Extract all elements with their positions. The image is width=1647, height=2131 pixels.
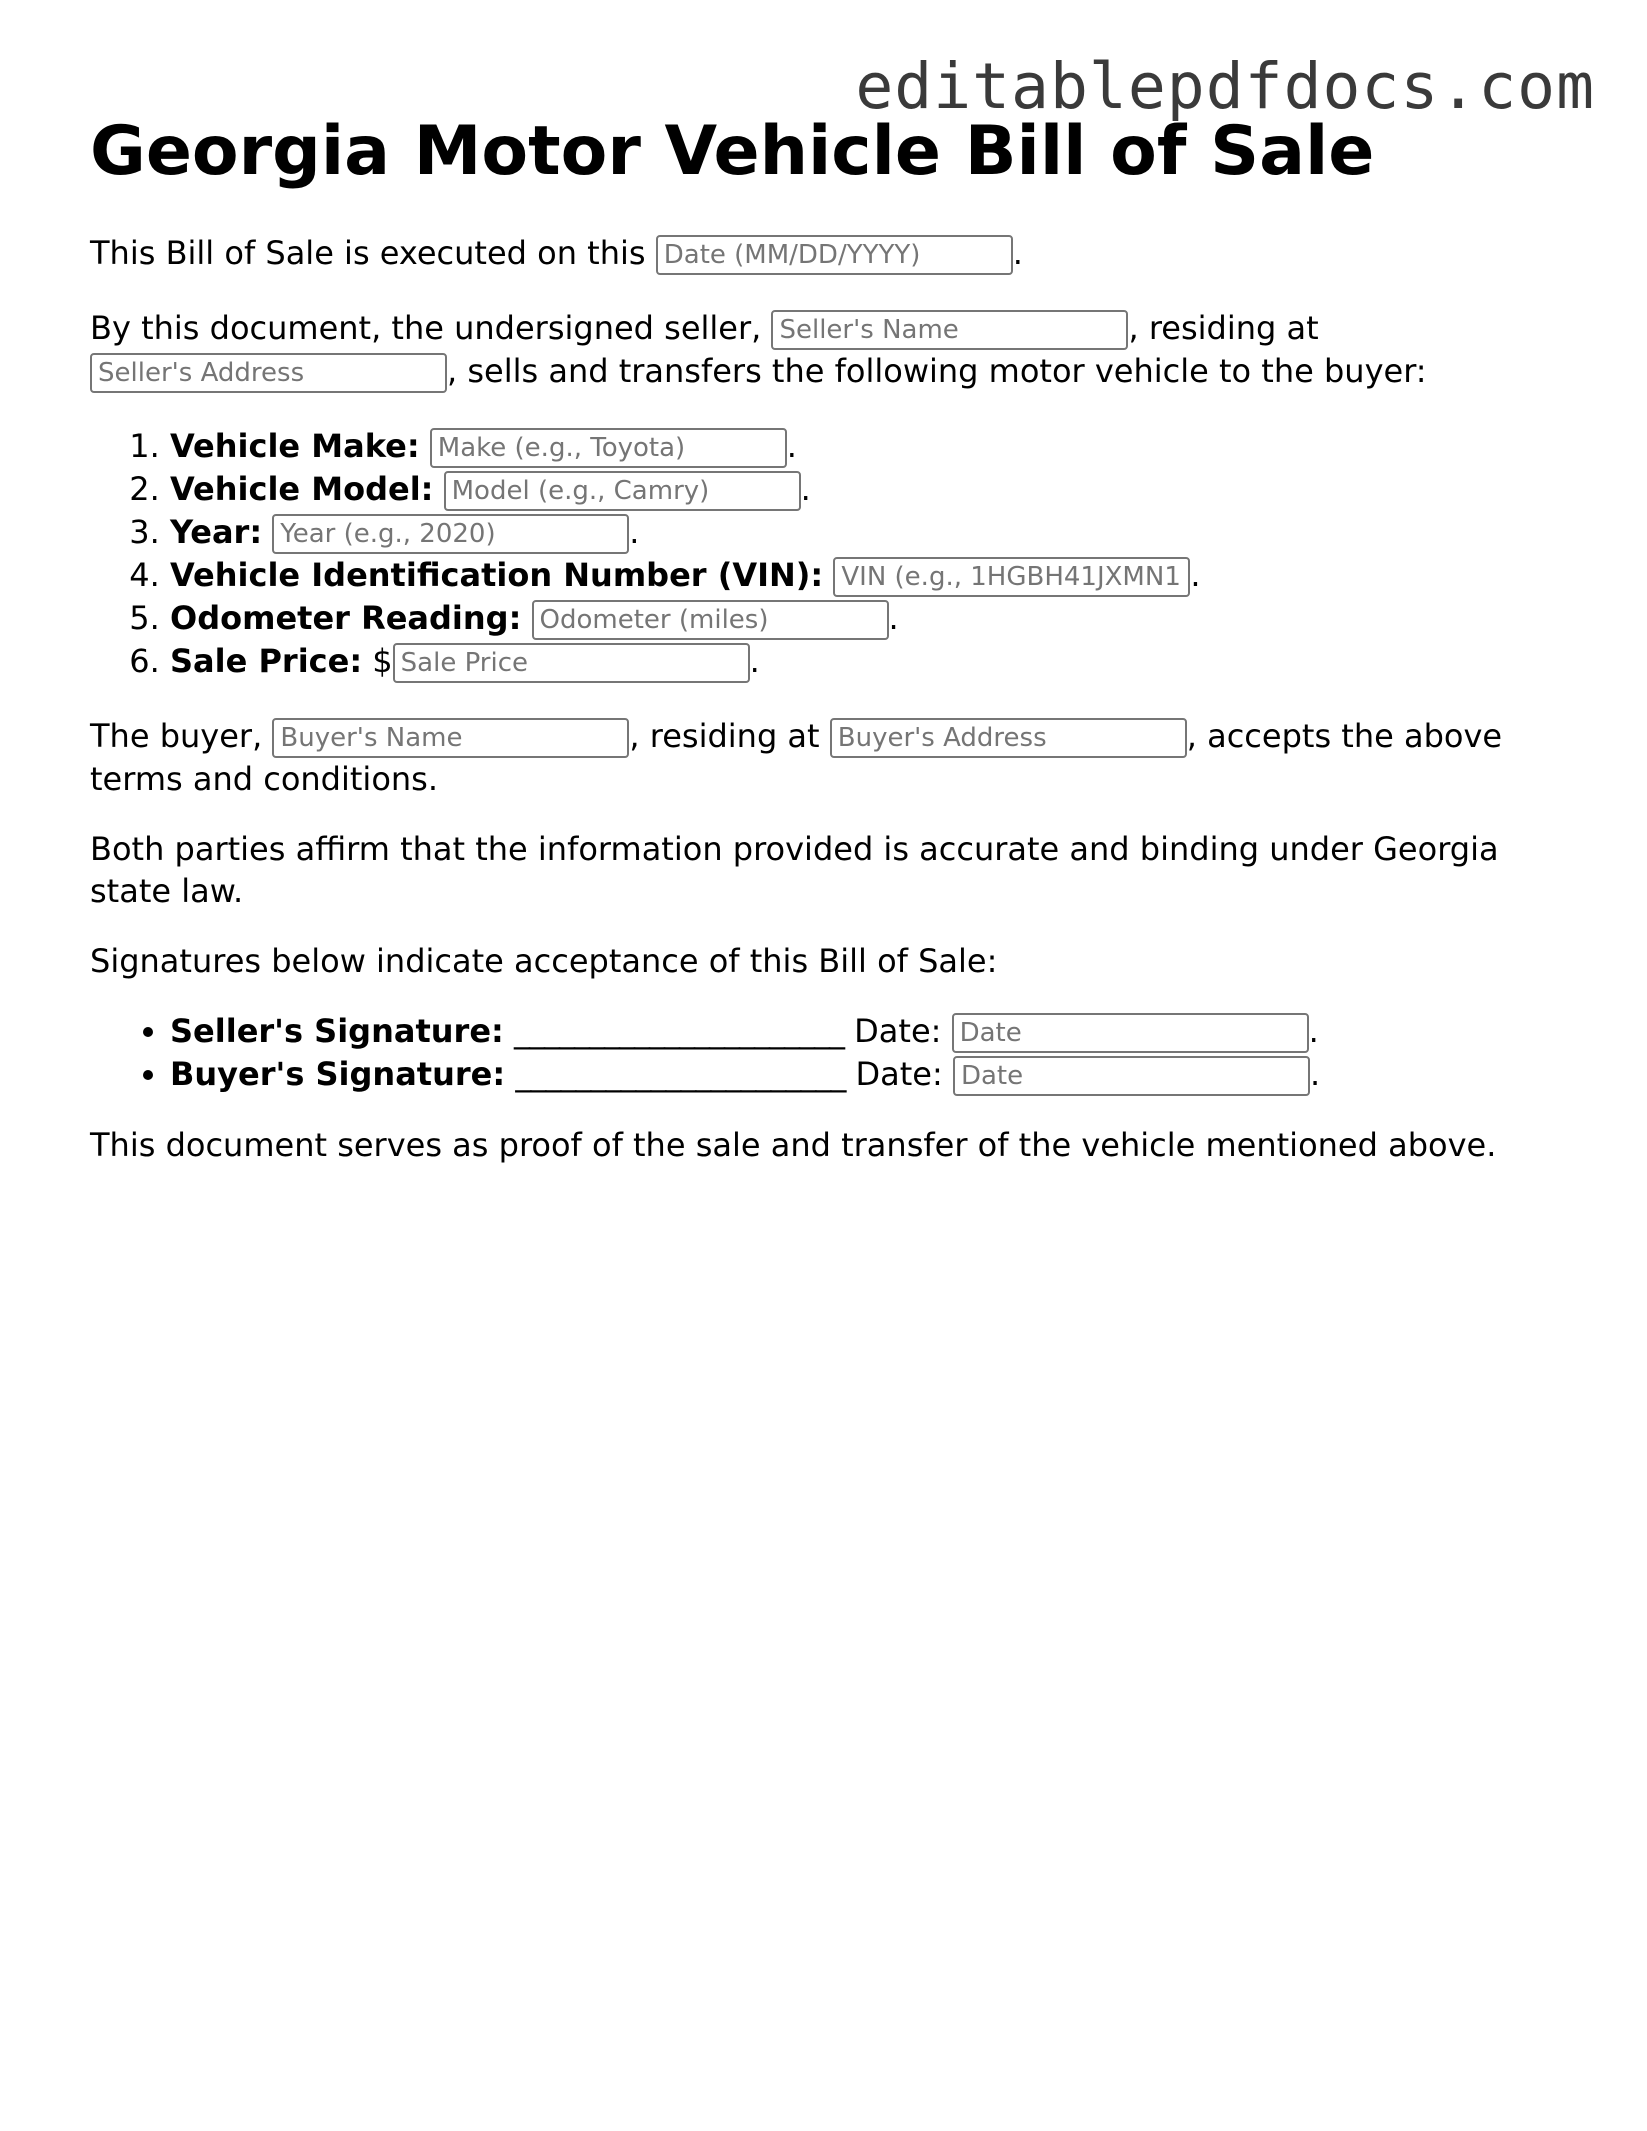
buyer-name-input[interactable] [272, 718, 629, 758]
seller-paragraph [90, 307, 1560, 393]
sale-price-input[interactable] [393, 643, 750, 683]
period: . [1309, 1055, 1321, 1093]
period: . [1012, 234, 1023, 272]
watermark: editablepdfdocs.com [855, 50, 1595, 123]
list-item-model [170, 468, 1560, 511]
seller-name-input[interactable] [771, 310, 1128, 350]
period: . [888, 599, 899, 637]
buyer-address-input[interactable] [830, 718, 1187, 758]
page-title: Georgia Motor Vehicle Bill of Sale [90, 112, 1375, 191]
currency-symbol: $ [372, 642, 393, 680]
sale-date-input[interactable] [656, 235, 1013, 275]
odometer-label: Odometer Reading: [170, 599, 522, 637]
seller-address-input[interactable] [90, 353, 447, 393]
seller-signature-label: Seller's Signature: [170, 1012, 504, 1050]
vin-label: Vehicle Identification Number (VIN): [170, 556, 824, 594]
intro-paragraph [90, 232, 1560, 275]
list-item-year [170, 511, 1560, 554]
seller-text-2: , residing at [1128, 309, 1319, 347]
buyer-signature-item [170, 1053, 1560, 1096]
period: . [1308, 1012, 1319, 1050]
seller-text-3: , sells and transfers the following motor vehicle to the buyer: [447, 352, 1427, 390]
seller-signature-item [170, 1010, 1560, 1053]
period: . [800, 470, 811, 508]
vin-input[interactable] [833, 557, 1190, 597]
vehicle-year-input[interactable] [272, 514, 629, 554]
seller-text-1: By this document, the undersigned seller, [90, 309, 762, 347]
seller-signature-line[interactable]: ______________________ [513, 1012, 844, 1050]
buyer-date-input[interactable] [953, 1056, 1310, 1096]
seller-date-label: Date: [854, 1012, 942, 1050]
vehicle-make-input[interactable] [430, 428, 787, 468]
buyer-text-1: The buyer, [90, 717, 263, 755]
signatures-list [90, 1010, 1560, 1096]
seller-date-input[interactable] [952, 1013, 1309, 1053]
list-item-price [170, 640, 1560, 683]
period: . [629, 513, 640, 551]
intro-text: This Bill of Sale is executed on this [90, 234, 646, 272]
affirm-paragraph: Both parties affirm that the information provided is accurate and binding under Georgia state law. [90, 830, 1499, 910]
make-label: Vehicle Make: [170, 427, 420, 465]
period: . [1190, 556, 1201, 594]
closing-paragraph: This document serves as proof of the sale and transfer of the vehicle mentioned above. [90, 1126, 1497, 1164]
odometer-input[interactable] [532, 600, 889, 640]
buyer-signature-line[interactable]: ______________________ [515, 1055, 846, 1093]
buyer-signature-label: Buyer's Signature: [170, 1055, 506, 1093]
vehicle-details-list [90, 425, 1560, 683]
year-label: Year: [170, 513, 263, 551]
buyer-text-3: , accepts the above terms and conditions. [90, 717, 1503, 798]
buyer-paragraph [90, 715, 1560, 800]
buyer-text-2: , residing at [629, 717, 820, 755]
list-item-vin [170, 554, 1560, 597]
period: . [786, 427, 797, 465]
document-body [90, 232, 1560, 1166]
list-item-make [170, 425, 1560, 468]
list-item-odometer [170, 597, 1560, 640]
price-label: Sale Price: [170, 642, 363, 680]
signatures-intro: Signatures below indicate acceptance of this Bill of Sale: [90, 942, 998, 980]
buyer-date-label: Date: [855, 1055, 943, 1093]
period: . [749, 642, 760, 680]
model-label: Vehicle Model: [170, 470, 434, 508]
vehicle-model-input[interactable] [444, 471, 801, 511]
